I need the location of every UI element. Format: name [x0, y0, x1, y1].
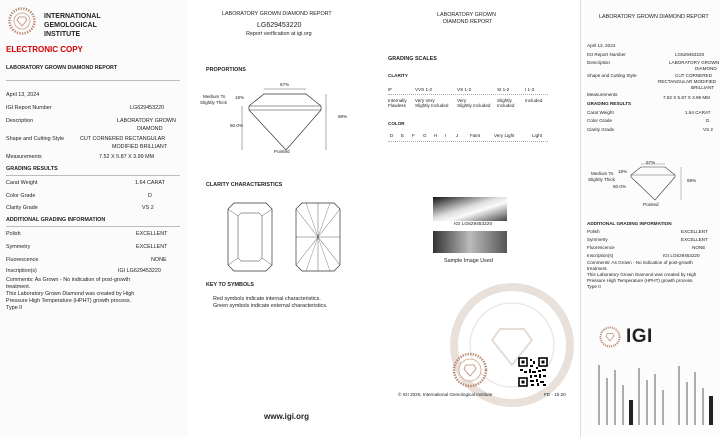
- report-title: LABORATORY GROWN DIAMOND REPORT: [599, 14, 709, 20]
- electronic-copy-label: ELECTRONIC COPY: [6, 45, 83, 54]
- stub-polish: EXCELLENT: [681, 229, 708, 234]
- divider: [6, 80, 180, 81]
- stub-carat-label: Carat Weight: [587, 110, 614, 115]
- clarity-grade: VS 1-2: [457, 87, 472, 92]
- stub-comments-line: Type II: [587, 284, 601, 289]
- color-letter: E: [401, 133, 405, 138]
- key-heading: KEY TO SYMBOLS: [206, 282, 255, 288]
- stub-shape-1: CUT CORNERED: [675, 73, 712, 78]
- color-desc: Very Light: [494, 133, 515, 138]
- clarity-grade: IF: [388, 87, 393, 92]
- additional-heading: ADDITIONAL GRADING INFORMATION: [6, 217, 106, 223]
- stub-measurements-label: Measurements: [587, 92, 618, 97]
- stub-crown-percent: 50.0%: [613, 184, 627, 189]
- proportions-panel: [188, 0, 372, 437]
- measurements-value: 7.52 X 5.87 X 3.99 MM: [99, 154, 155, 160]
- comments-line: treatment.: [6, 284, 31, 290]
- stub-color-label: Color Grade: [587, 118, 613, 123]
- clarity-desc: Slightly Included: [415, 103, 449, 108]
- clarity-desc: Flawless: [388, 103, 406, 108]
- clarity-desc: Slightly Included: [457, 103, 491, 108]
- report-number-value: LG629453220: [130, 105, 165, 111]
- grading-results-heading: GRADING RESULTS: [6, 166, 58, 172]
- rotated-stub-details: [587, 360, 715, 430]
- stub-description-1: LABORATORY GROWN: [669, 60, 720, 65]
- color-value: D: [148, 193, 152, 199]
- color-letter: J: [456, 133, 459, 138]
- color-letter: G: [423, 133, 427, 138]
- stub-grading-heading: GRADING RESULTS: [587, 101, 632, 106]
- color-letter: H: [434, 133, 438, 138]
- comments-line: Comments: As Grown - No indication of post-growth: [6, 277, 131, 283]
- qr-code-icon: [518, 357, 548, 387]
- verification-text: Report verification at igi.org: [246, 31, 312, 37]
- polish-value: EXCELLENT: [136, 231, 168, 237]
- copyright-text: © IGI 2020, International Gemological Institute: [398, 392, 493, 397]
- stub-description-2: DIAMOND: [695, 66, 717, 71]
- stub-shape-label: Shape and Cutting Style: [587, 73, 637, 78]
- igi-seal-icon: [452, 352, 488, 388]
- polish-label: Polish: [6, 231, 21, 237]
- clarity-grade: SI 1-2: [497, 87, 510, 92]
- description-label: Description: [6, 118, 33, 124]
- depth-percent: 68%: [338, 114, 348, 119]
- fluorescence-value: NONE: [151, 257, 167, 263]
- stub-fluorescence: NONE: [692, 245, 706, 250]
- clarity-desc: Internally: [388, 98, 407, 103]
- clarity-label: Clarity Grade: [6, 205, 38, 211]
- stub-measurements: 7.52 X 5.87 X 3.99 MM: [663, 95, 710, 100]
- stub-additional-heading: ADDITIONAL GRADING INFORMATION: [587, 221, 672, 226]
- stub-inscription: IGI LG629453220: [663, 253, 700, 258]
- clarity-desc: Slightly: [497, 98, 512, 103]
- carat-value: 1.64 CARAT: [135, 180, 165, 186]
- stub-symmetry: EXCELLENT: [681, 237, 708, 242]
- institute-line2: GEMOLOGICAL: [44, 22, 97, 29]
- symmetry-label: Symmetry: [6, 244, 31, 250]
- proportions-heading: PROPORTIONS: [206, 67, 246, 73]
- stub-comments-line: This Laboratory Grown Diamond was created by High: [587, 272, 697, 277]
- report-date: April 13, 2024: [6, 92, 40, 98]
- stub-inscription-label: Inscription(s): [587, 253, 614, 258]
- clarity-desc: Very Very: [415, 98, 435, 103]
- stub-color: D: [706, 118, 710, 123]
- report-number: LG629453220: [257, 22, 302, 29]
- stub-number: LG629453220: [675, 52, 705, 57]
- institute-line3: INSTITUTE: [44, 31, 81, 38]
- stub-carat: 1.64 CARAT: [685, 110, 711, 115]
- scales-heading: GRADING SCALES: [388, 56, 437, 62]
- girdle-line1: Medium To: [203, 94, 226, 99]
- report-title: LABORATORY GROWN DIAMOND REPORT: [222, 11, 332, 17]
- color-desc: Light: [532, 133, 542, 138]
- symmetry-value: EXCELLENT: [136, 244, 168, 250]
- table-percent: 67%: [280, 82, 290, 87]
- comments-line: Type II: [6, 305, 23, 311]
- scale-line: [388, 141, 548, 142]
- igi-logo-icon: [599, 326, 621, 348]
- stub-symmetry-label: Symmetry: [587, 237, 608, 242]
- key-line: Red symbols indicate internal characteristics.: [213, 296, 321, 302]
- stub-comments-line: treatment.: [587, 266, 608, 271]
- scales-title-line2: DIAMOND REPORT: [443, 19, 493, 25]
- stub-girdle-percent: 18%: [618, 169, 628, 174]
- divider: [6, 226, 180, 227]
- inscription-label: Inscription(s): [6, 268, 37, 274]
- stub-description-label: Description: [587, 60, 610, 65]
- clarity-heading: CLARITY CHARACTERISTICS: [206, 182, 283, 188]
- clarity-scale-heading: CLARITY: [388, 73, 408, 78]
- stub-depth-percent: 68%: [687, 178, 697, 183]
- culet-label: Pointed: [274, 149, 290, 154]
- igi-brand-mark: IGI: [626, 326, 653, 347]
- inscription-value: IGI LG629453220: [118, 268, 161, 274]
- main-report-panel: [0, 0, 188, 437]
- stub-culet: Pointed: [643, 202, 659, 207]
- description-value-2: DIAMOND: [137, 126, 163, 132]
- color-letter: F: [412, 133, 415, 138]
- stub-clarity: VS 2: [703, 127, 713, 132]
- girdle-percent: 18%: [235, 95, 245, 100]
- crown-percent: 50.0%: [230, 123, 244, 128]
- website: www.igi.org: [264, 412, 310, 421]
- clarity-grade: I 1-3: [525, 87, 535, 92]
- sample-inscription-text: IGI LG629453220: [454, 222, 493, 227]
- stub-comments-line: Pressure High Temperature (HPHT) growth process.: [587, 278, 694, 283]
- shape-value-1: CUT CORNERED RECTANGULAR: [80, 136, 166, 142]
- clarity-desc: Very: [457, 98, 467, 103]
- form-code: FD - 10.20: [544, 392, 566, 397]
- report-number-label: IGI Report Number: [6, 105, 52, 111]
- clarity-desc: Included: [525, 98, 543, 103]
- proportions-diagram: [206, 82, 356, 157]
- stub-girdle-line2: Slightly Thick: [588, 177, 615, 182]
- clarity-desc: Included: [497, 103, 515, 108]
- scale-line: [388, 94, 548, 95]
- description-value-1: LABORATORY GROWN: [117, 118, 176, 124]
- clarity-value: VS 2: [142, 205, 154, 211]
- scales-title-line1: LABORATORY GROWN: [437, 12, 496, 18]
- clarity-plot-bottom-view: [296, 203, 340, 271]
- sample-caption: Sample Image Used: [444, 258, 493, 264]
- institute-line1: INTERNATIONAL: [44, 13, 101, 20]
- comments-line: This Laboratory Grown Diamond was created by High: [6, 291, 135, 297]
- stub-shape-3: BRILLIANT: [691, 85, 715, 90]
- clarity-plot-top-view: [228, 203, 272, 271]
- stub-girdle-line1: Medium To: [591, 171, 614, 176]
- comments-line: Pressure High Temperature (HPHT) growth process.: [6, 298, 132, 304]
- clarity-grade: VVS 1-2: [415, 87, 433, 92]
- carat-label: Carat Weight: [6, 180, 38, 186]
- igi-logo-icon: [8, 7, 36, 35]
- shape-label: Shape and Cutting Style: [6, 136, 65, 142]
- measurements-label: Measurements: [6, 154, 42, 160]
- shape-value-2: MODIFIED BRILLIANT: [112, 144, 168, 150]
- fluorescence-label: Fluorescence: [6, 257, 39, 263]
- stub-polish-label: Polish: [587, 229, 600, 234]
- stub-proportions-diagram: [611, 162, 691, 202]
- color-letter: D: [390, 133, 394, 138]
- report-title: LABORATORY GROWN DIAMOND REPORT: [6, 65, 118, 71]
- stub-panel: [580, 0, 720, 437]
- color-label: Color Grade: [6, 193, 36, 199]
- grading-scales-panel: [372, 0, 580, 437]
- stub-fluorescence-label: Fluorescence: [587, 245, 615, 250]
- stub-shape-2: RECTANGULAR MODIFIED: [658, 79, 717, 84]
- stub-clarity-label: Clarity Grade: [587, 127, 615, 132]
- color-desc: Faint: [470, 133, 481, 138]
- color-letter: I: [445, 133, 447, 138]
- stub-date: April 13, 2024: [587, 43, 616, 48]
- key-line: Green symbols indicate external characteristics.: [213, 303, 328, 309]
- stub-number-label: IGI Report Number: [587, 52, 626, 57]
- divider: [6, 175, 180, 176]
- stub-table-percent: 67%: [646, 160, 656, 165]
- girdle-line2: Slightly Thick: [200, 100, 227, 105]
- stub-comments-line: Comments: As Grown - No indication of post-growth: [587, 260, 693, 265]
- color-scale-heading: COLOR: [388, 121, 405, 126]
